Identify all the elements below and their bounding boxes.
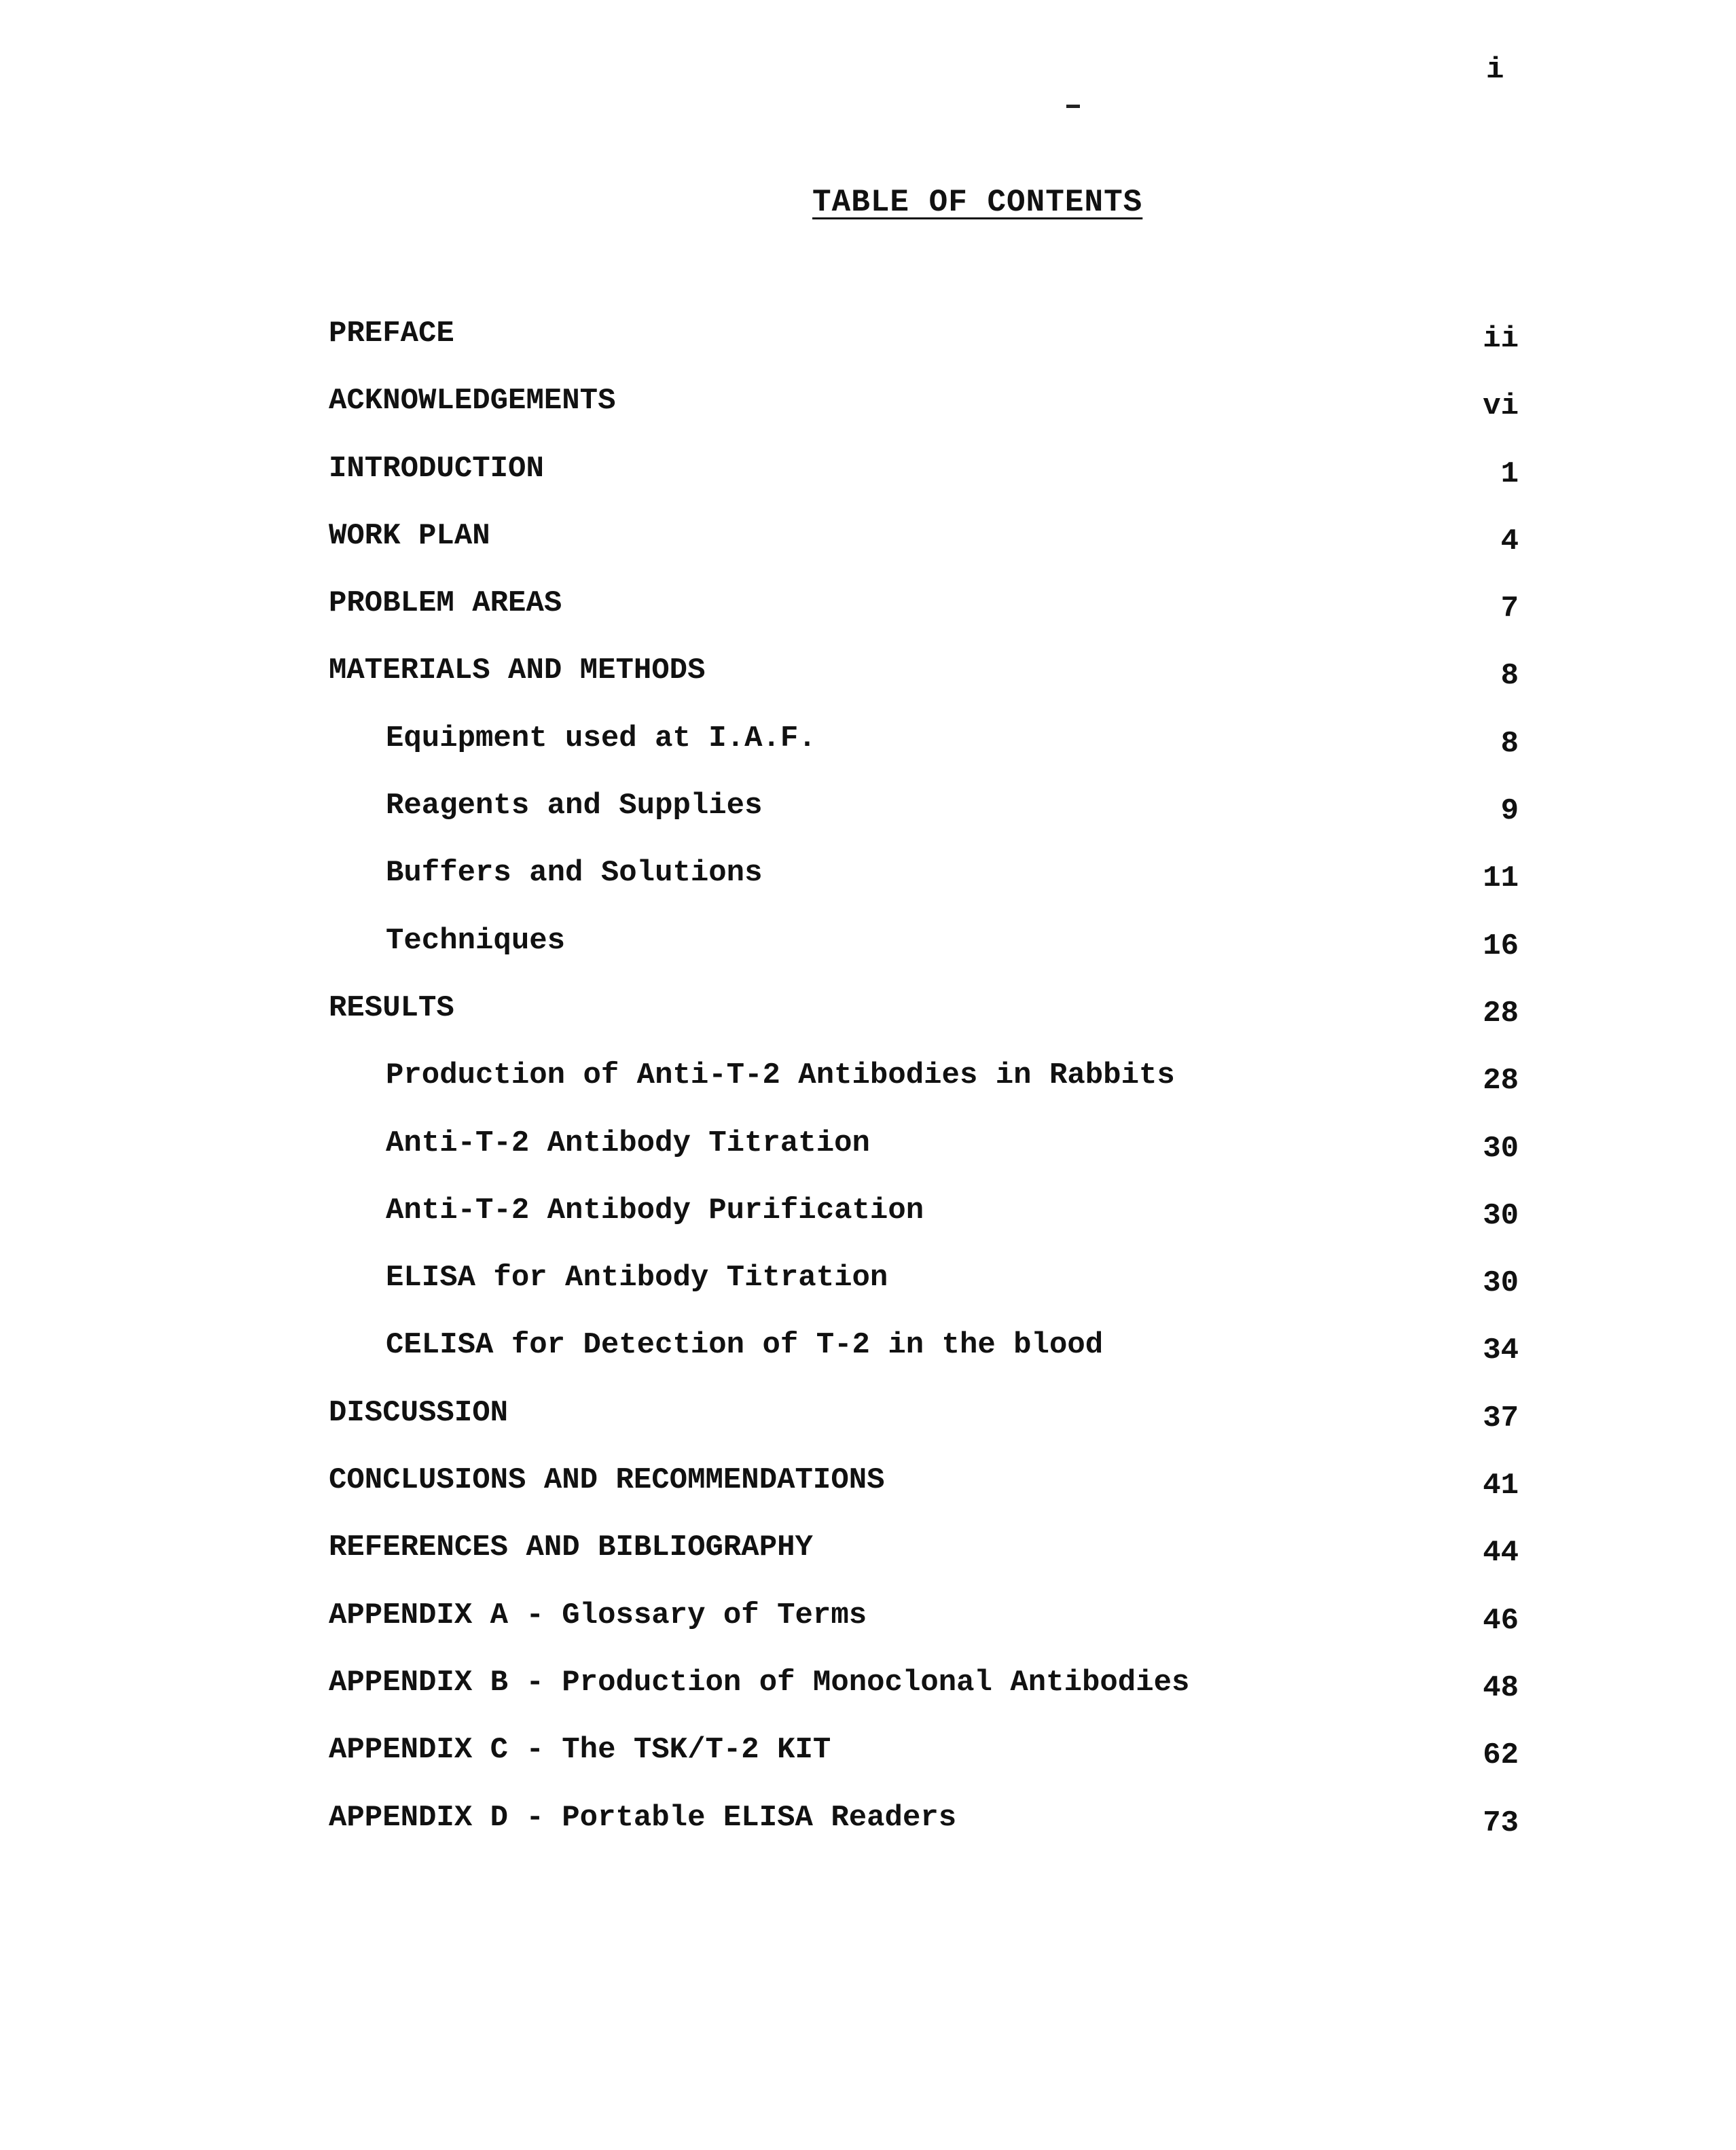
toc-entry-page: 1 — [1500, 456, 1519, 491]
toc-entry — [0, 519, 1736, 586]
toc-entry — [0, 1598, 1736, 1666]
toc-entry-page: 73 — [1483, 1806, 1519, 1840]
toc-entry-label: Anti-T-2 Antibody Purification — [386, 1193, 924, 1228]
toc-entry-page: 34 — [1483, 1333, 1519, 1368]
toc-entry-page: 41 — [1483, 1469, 1519, 1503]
toc-entry-page: 11 — [1483, 861, 1519, 896]
toc-entry — [0, 317, 1736, 384]
toc-entry-page: 62 — [1483, 1738, 1519, 1773]
toc-entry-label: Reagents and Supplies — [386, 789, 763, 823]
toc-subentry — [0, 789, 1736, 856]
toc-entry-page: 30 — [1483, 1198, 1519, 1233]
toc-entry-label: Equipment used at I.A.F. — [386, 721, 816, 755]
stray-ink-mark — [1066, 105, 1080, 108]
toc-entry-label: ACKNOWLEDGEMENTS — [329, 384, 616, 418]
toc-entry-page: 30 — [1483, 1266, 1519, 1301]
toc-entry-page: 9 — [1500, 794, 1519, 829]
toc-entry — [0, 1733, 1736, 1800]
toc-entry-label: APPENDIX A - Glossary of Terms — [329, 1598, 867, 1632]
toc-entry-page: ii — [1483, 322, 1519, 356]
toc-subentry — [0, 1126, 1736, 1194]
toc-entry — [0, 1530, 1736, 1598]
toc-entry-label: Production of Anti-T-2 Antibodies in Rabbits — [386, 1058, 1175, 1093]
toc-entry-page: 48 — [1483, 1670, 1519, 1705]
toc-entry-label: INTRODUCTION — [329, 451, 544, 486]
toc-entry — [0, 1666, 1736, 1733]
toc-entry-page: 8 — [1500, 659, 1519, 694]
toc-entry-label: MATERIALS AND METHODS — [329, 653, 706, 688]
toc-entry — [0, 586, 1736, 653]
toc-entry-page: 7 — [1500, 592, 1519, 626]
toc-subentry — [0, 1194, 1736, 1261]
toc-entry-page: 37 — [1483, 1401, 1519, 1435]
toc-entry-label: PROBLEM AREAS — [329, 586, 562, 621]
toc-list — [0, 317, 1736, 1868]
toc-entry-label: RESULTS — [329, 990, 454, 1025]
toc-entry — [0, 1463, 1736, 1530]
toc-entry-label: WORK PLAN — [329, 518, 490, 553]
toc-subentry — [0, 1261, 1736, 1328]
toc-entry-label: Techniques — [386, 923, 566, 958]
toc-entry-label: Anti-T-2 Antibody Titration — [386, 1126, 870, 1160]
toc-entry-page: 30 — [1483, 1131, 1519, 1166]
toc-subentry — [0, 721, 1736, 789]
toc-subentry — [0, 1328, 1736, 1395]
toc-entry-page: 16 — [1483, 929, 1519, 963]
toc-entry-label: DISCUSSION — [329, 1395, 509, 1430]
page-number: i — [1486, 53, 1504, 87]
toc-entry-label: APPENDIX B - Production of Monoclonal Antibodies — [329, 1665, 1190, 1700]
toc-entry-label: REFERENCES AND BIBLIOGRAPHY — [329, 1530, 813, 1565]
toc-entry — [0, 1396, 1736, 1463]
toc-entry-page: 28 — [1483, 996, 1519, 1031]
toc-entry-label: Buffers and Solutions — [386, 856, 763, 891]
toc-entry — [0, 452, 1736, 519]
toc-subentry — [0, 924, 1736, 991]
toc-entry-label: CELISA for Detection of T-2 in the blood — [386, 1328, 1104, 1363]
toc-entry-page: 8 — [1500, 726, 1519, 761]
toc-entry-page: vi — [1483, 389, 1519, 424]
toc-entry-label: APPENDIX D - Portable ELISA Readers — [329, 1800, 957, 1835]
toc-entry-page: 44 — [1483, 1536, 1519, 1571]
toc-entry-page: 4 — [1500, 524, 1519, 558]
toc-subentry — [0, 1058, 1736, 1126]
page-title: TABLE OF CONTENTS — [812, 185, 1143, 220]
toc-entry — [0, 384, 1736, 451]
toc-entry-label: ELISA for Antibody Titration — [386, 1261, 888, 1295]
toc-entry-page: 28 — [1483, 1064, 1519, 1098]
toc-entry — [0, 653, 1736, 721]
toc-entry-page: 46 — [1483, 1603, 1519, 1638]
toc-entry-label: CONCLUSIONS AND RECOMMENDATIONS — [329, 1463, 885, 1498]
toc-entry-label: PREFACE — [329, 317, 454, 351]
toc-subentry — [0, 856, 1736, 923]
toc-entry — [0, 991, 1736, 1058]
toc-entry-label: APPENDIX C - The TSK/T-2 KIT — [329, 1733, 831, 1768]
toc-entry — [0, 1801, 1736, 1868]
